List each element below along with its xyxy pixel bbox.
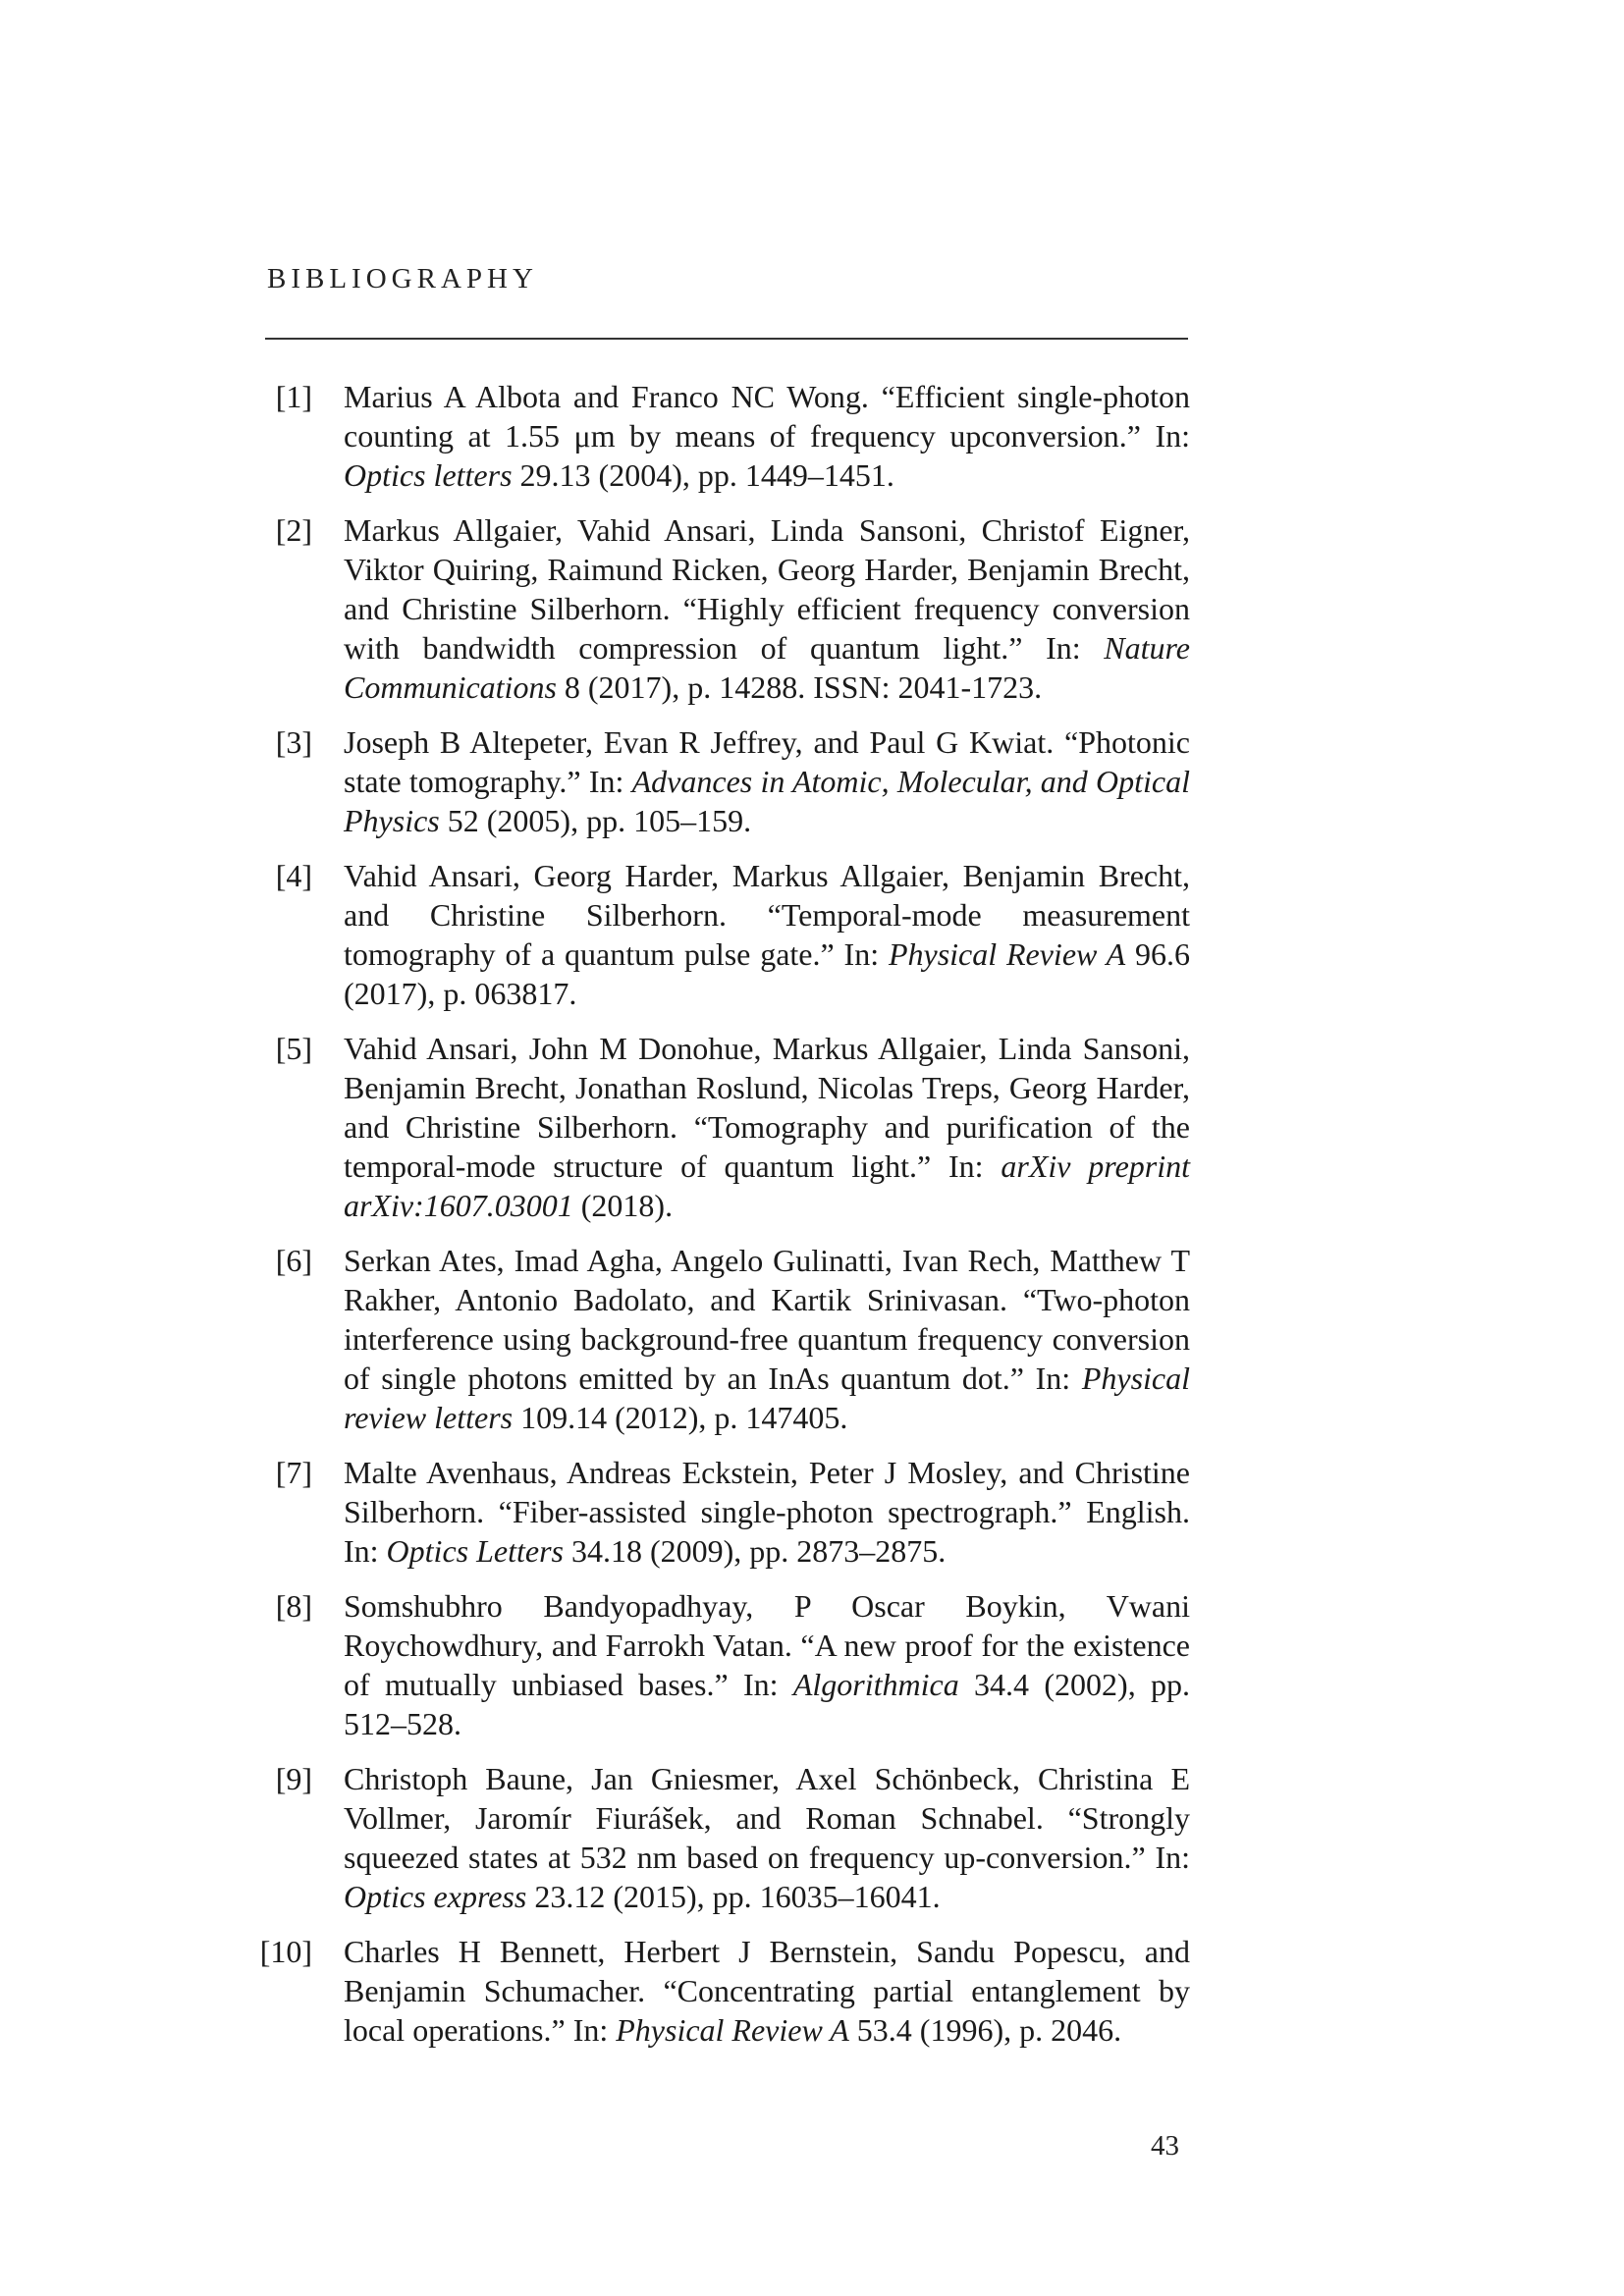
reference-label: [3]	[275, 724, 312, 760]
reference-details: 34.18 (2009), pp. 2873–2875.	[563, 1533, 947, 1569]
reference-details: 29.13 (2004), pp. 1449–1451.	[512, 457, 894, 493]
reference-details: 8 (2017), p. 14288. ISSN: 2041-1723.	[556, 669, 1043, 705]
reference-details: 96.6 (2017), p. 063817.	[344, 936, 1191, 1011]
reference-venue: Algorithmica	[792, 1667, 959, 1702]
reference-body: Charles H Bennett, Herbert J Bernstein, Sandu Popescu, and Benjamin Schumacher. “Concentrating partial entanglement by local operations.” In:	[344, 1934, 1190, 2048]
reference-details: (2018).	[572, 1188, 674, 1223]
bibliography-list	[245, 377, 1227, 2065]
reference-venue: Optics letters	[344, 457, 513, 493]
reference-entry	[245, 1932, 1227, 2050]
reference-details: 23.12 (2015), pp. 16035–16041.	[526, 1879, 941, 1914]
reference-body: Christoph Baune, Jan Gniesmer, Axel Schönbeck, Christina E Vollmer, Jaromír Fiurášek, and Roman Schnabel. “Strongly squeezed states at 532 nm based on frequency up-conversion.” In:	[344, 1761, 1190, 1875]
reference-body: Joseph B Altepeter, Evan R Jeffrey, and Paul G Kwiat. “Photonic state tomography.” In:	[344, 724, 1190, 799]
reference-venue: Physical review letters	[344, 1361, 1190, 1435]
reference-venue: Optics express	[344, 1879, 527, 1914]
reference-venue: Advances in Atomic, Molecular, and Optical Physics	[344, 764, 1190, 838]
running-header: BIBLIOGRAPHY	[267, 263, 538, 294]
reference-text	[344, 1453, 1190, 1571]
header-rule	[265, 338, 1188, 340]
reference-details: 53.4 (1996), p. 2046.	[848, 2012, 1122, 2048]
reference-entry	[245, 1586, 1227, 1743]
reference-entry	[245, 1241, 1227, 1437]
reference-entry	[245, 510, 1227, 707]
reference-label: [5]	[275, 1031, 312, 1066]
reference-label: [6]	[275, 1243, 312, 1278]
reference-entry	[245, 1453, 1227, 1571]
reference-text	[344, 856, 1190, 1013]
reference-entry	[245, 377, 1227, 495]
reference-text	[344, 1241, 1190, 1437]
reference-body: Markus Allgaier, Vahid Ansari, Linda Sansoni, Christof Eigner, Viktor Quiring, Raimund Ricken, Georg Harder, Benjamin Brecht, and Christine Silberhorn. “Highly efficient frequency conversion with bandwidth compression of quantum light.” In:	[344, 512, 1190, 666]
reference-text	[344, 1932, 1190, 2050]
reference-text	[344, 1029, 1190, 1225]
reference-entry	[245, 1759, 1227, 1916]
reference-details: 34.4 (2002), pp. 512–528.	[344, 1667, 1191, 1741]
reference-venue: arXiv preprint arXiv:1607.03001	[344, 1148, 1191, 1223]
reference-text	[344, 1586, 1190, 1743]
reference-text	[344, 722, 1190, 840]
reference-text	[344, 1759, 1190, 1916]
page-number: 43	[1151, 2130, 1179, 2162]
reference-venue: Nature Communications	[344, 630, 1190, 705]
reference-entry	[245, 722, 1227, 840]
reference-label: [10]	[259, 1934, 312, 1969]
reference-body: Serkan Ates, Imad Agha, Angelo Gulinatti, Ivan Rech, Matthew T Rakher, Antonio Badolato, and Kartik Srinivasan. “Two-photon interference using background-free quantum frequency conversion of single photons emitted by an InAs quantum dot.” In:	[344, 1243, 1190, 1396]
reference-body: Somshubhro Bandyopadhyay, P Oscar Boykin, Vwani Roychowdhury, and Farrokh Vatan. “A new proof for the existence of mutually unbiased bases.” In:	[344, 1588, 1190, 1702]
reference-venue: Physical Review A	[616, 2012, 849, 2048]
reference-label: [2]	[275, 512, 312, 548]
reference-entry	[245, 1029, 1227, 1225]
reference-body: Vahid Ansari, Georg Harder, Markus Allgaier, Benjamin Brecht, and Christine Silberhorn. “Temporal-mode measurement tomography of a quantum pulse gate.” In:	[344, 858, 1190, 972]
reference-body: Vahid Ansari, John M Donohue, Markus Allgaier, Linda Sansoni, Benjamin Brecht, Jonathan Roslund, Nicolas Treps, Georg Harder, and Christine Silberhorn. “Tomography and purification of the temporal-mode structure of quantum light.” In:	[344, 1031, 1190, 1184]
reference-body: Malte Avenhaus, Andreas Eckstein, Peter J Mosley, and Christine Silberhorn. “Fiber-assisted single-photon spectrograph.” English. In:	[344, 1455, 1190, 1569]
reference-entry	[245, 856, 1227, 1013]
reference-text	[344, 377, 1190, 495]
reference-body: Marius A Albota and Franco NC Wong. “Efficient single-photon counting at 1.55 μm by means of frequency upconversion.” In:	[344, 379, 1190, 454]
reference-details: 109.14 (2012), p. 147405.	[513, 1400, 848, 1435]
reference-label: [4]	[275, 858, 312, 893]
reference-venue: Optics Letters	[386, 1533, 564, 1569]
reference-text	[344, 510, 1190, 707]
reference-label: [1]	[275, 379, 312, 414]
reference-label: [9]	[275, 1761, 312, 1796]
reference-venue: Physical Review A	[888, 936, 1126, 972]
reference-label: [7]	[275, 1455, 312, 1490]
reference-label: [8]	[275, 1588, 312, 1624]
reference-details: 52 (2005), pp. 105–159.	[439, 803, 752, 838]
